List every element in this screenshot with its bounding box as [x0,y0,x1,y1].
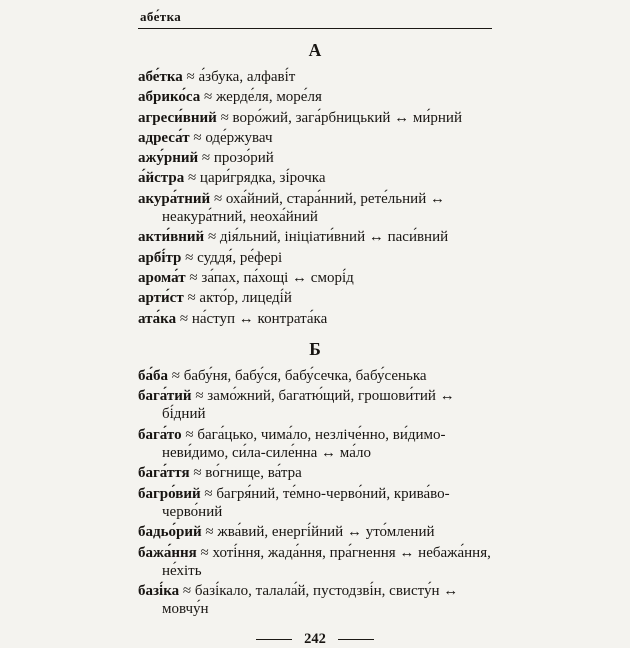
dictionary-entry [138,129,492,147]
section-letter: Б [309,338,321,359]
entry-body: ≈ жерде́ля, море́ля [204,89,322,106]
headword: ажу́рний [138,150,199,167]
entry-body: ≈ бабу́ня, бабу́ся, бабу́сечка, бабу́сенька [171,367,427,384]
headword: абе́тка [138,69,183,85]
dictionary-entry [138,582,492,619]
headword: бадьо́рий [138,524,202,541]
dictionary-entry [138,310,492,328]
dictionary-entry [138,68,492,86]
entry-body: ≈ замо́жний, багатю́щий, грошови́тий ↔ бі́дний [162,388,455,423]
footer-rule-left [256,639,292,640]
entry-body: ≈ жва́вий, енергі́йний ↔ уто́млений [205,524,435,541]
headword: акти́вний [138,229,205,246]
dictionary-entry [138,387,492,424]
entry-body: ≈ оде́ржувач [193,129,273,146]
dictionary-entry [138,190,492,227]
dictionary-entry [138,426,492,463]
headword: ата́ка [138,310,177,327]
headword: абрико́са [138,89,201,106]
entry-body: ≈ прозо́рий [201,150,274,167]
entry-body: ≈ акто́р, лицеді́й [187,290,292,307]
entry-body: ≈ багря́ний, те́мно-черво́ний, крива́во-черво́ний [162,485,450,520]
headword: арома́т [138,269,186,286]
page-header [138,9,492,29]
headword: арти́ст [138,290,184,307]
entry-body: ≈ на́ступ ↔ контрата́ка [179,310,328,327]
headword: агреси́вний [138,109,217,126]
dictionary-entry [138,544,492,581]
running-head: абе́тка [140,9,182,24]
dictionary-entry [138,523,492,541]
dictionary-entry [138,464,492,482]
entry-body: ≈ за́пах, па́хощі ↔ сморі́д [189,269,354,286]
headword: акура́тний [138,190,211,207]
entry-body: ≈ базі́кало, талала́й, пустодзві́н, свисту́н ↔ мовчу́н [162,583,459,618]
header-rule [138,28,492,29]
page-footer [138,631,492,648]
letter-section [138,339,492,619]
headword: ба́ба [138,367,168,384]
headword: багро́вий [138,485,201,502]
dictionary-entry [138,485,492,522]
entry-body: ≈ оха́йний, стара́нний, рете́льний ↔ неакура́тний, неоха́йний [162,190,445,226]
headword: адреса́т [138,129,190,146]
entry-list [138,367,492,619]
entry-body: ≈ суддя́, ре́фері [185,249,283,266]
entry-body: ≈ во́гнище, ва́тра [193,465,302,482]
dictionary-entry [138,289,492,307]
dictionary-entry [138,149,492,167]
dictionary-entry [138,269,492,287]
headword: бага́ття [138,465,190,482]
entry-body: ≈ хоті́ння, жада́ння, пра́гнення ↔ небажа́ння, не́хіть [162,544,491,579]
dictionary-entry [138,169,492,187]
page-number: 242 [304,630,326,647]
headword: арбі́тр [138,249,182,266]
dictionary-entry [138,228,492,246]
entries-area [138,40,492,619]
headword: базі́ка [138,583,180,600]
entry-body: ≈ бага́цько, чима́ло, незліче́нно, ви́димо-неви́димо, си́ла-силе́нна ↔ ма́ло [162,426,446,462]
dictionary-entry [138,109,492,127]
dictionary-page [138,0,492,648]
headword: а́йстра [138,170,185,187]
entry-body: ≈ воро́жий, зага́рбницький ↔ ми́рний [220,109,462,126]
headword: бага́то [138,426,182,443]
entry-list [138,68,492,328]
section-letter: А [308,40,322,60]
dictionary-entry [138,88,492,106]
letter-section [138,40,492,328]
dictionary-entry [138,367,492,385]
dictionary-entry [138,249,492,267]
headword: бажа́ння [138,544,197,561]
entry-body: ≈ цари́грядка, зі́рочка [187,170,326,187]
entry-body: ≈ дія́льний, ініціати́вний ↔ паси́вний [207,229,449,246]
entry-body: ≈ а́збука, алфаві́т [186,69,296,85]
footer-rule-right [338,639,374,640]
headword: бага́тий [138,388,192,405]
